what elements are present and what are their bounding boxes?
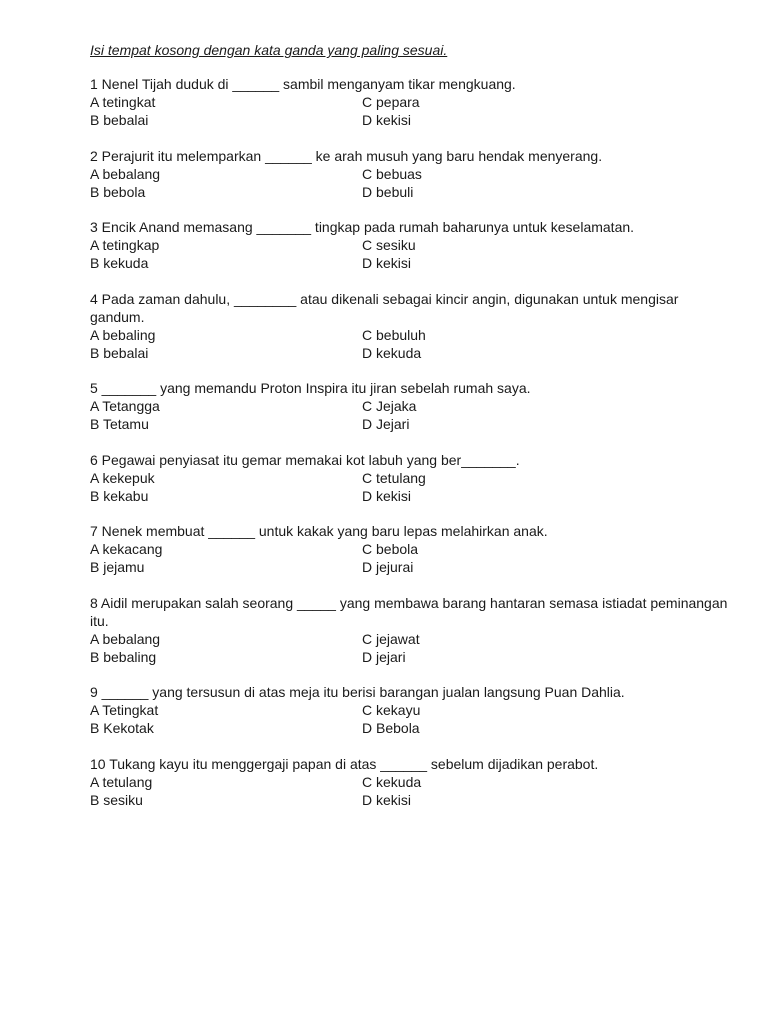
question-text: 9 ______ yang tersusun di atas meja itu berisi barangan jualan langsung Puan Dahlia. — [90, 684, 625, 700]
option-c: C bebuas — [362, 165, 422, 182]
option-b: B bebola — [90, 183, 146, 200]
option-d: D kekisi — [362, 112, 412, 128]
option-b: B bebalai — [90, 344, 149, 361]
option-d: D kekuda — [362, 344, 422, 361]
answer-options — [90, 165, 730, 201]
question-text: 10 Tukang kayu itu menggergaji papan di atas ______ sebelum dijadikan perabot. — [90, 755, 599, 772]
question-text: 4 Pada zaman dahulu, ________ atau dikenali sebagai kincir angin, digunakan untuk mengisar gandum. — [90, 290, 683, 325]
option-b: B jejamu — [90, 559, 145, 575]
option-b: B Kekotak — [90, 720, 154, 736]
answer-options — [90, 540, 730, 576]
option-a: A Tetangga — [90, 398, 160, 414]
option-b: B kekuda — [90, 255, 149, 271]
question-text: 1 Nenel Tijah duduk di ______ sambil menganyam tikar mengkuang. — [90, 76, 516, 92]
question-4 — [90, 290, 730, 362]
option-c: C pepara — [362, 94, 420, 110]
question-text: 6 Pegawai penyiasat itu gemar memakai kot labuh yang ber_______. — [90, 451, 520, 468]
option-c: C kekayu — [362, 702, 421, 718]
question-7 — [90, 522, 730, 576]
option-c: C bebola — [362, 541, 419, 557]
option-c: C jejawat — [362, 630, 420, 647]
answer-options — [90, 326, 730, 362]
option-d: D jejurai — [362, 559, 414, 575]
option-b: B bebaling — [90, 648, 157, 665]
option-c: C Jejaka — [362, 398, 417, 414]
question-5 — [90, 379, 730, 433]
answer-options — [90, 93, 730, 129]
option-b: B sesiku — [90, 791, 143, 808]
option-a: A tetingkap — [90, 237, 160, 253]
question-10 — [90, 755, 730, 809]
option-d: D Bebola — [362, 720, 420, 736]
question-text: 8 Aidil merupakan salah seorang _____ yang membawa barang hantaran semasa istiadat peminangan itu. — [90, 594, 732, 629]
option-d: D kekisi — [362, 791, 412, 808]
question-3 — [90, 218, 730, 272]
option-a: A kekepuk — [90, 469, 155, 486]
worksheet-page — [90, 41, 730, 826]
option-d: D Jejari — [362, 416, 410, 432]
instruction-text: Isi tempat kosong dengan kata ganda yang paling sesuai. — [90, 42, 448, 58]
question-text: 2 Perajurit itu melemparkan ______ ke arah musuh yang baru hendak menyerang. — [90, 147, 603, 164]
option-c: C sesiku — [362, 237, 416, 253]
option-b: B kekabu — [90, 487, 149, 504]
answer-options — [90, 397, 730, 433]
question-6 — [90, 451, 730, 505]
option-a: A tetingkat — [90, 94, 156, 110]
option-a: A bebalang — [90, 630, 161, 647]
question-9 — [90, 683, 730, 737]
answer-options — [90, 630, 730, 666]
option-c: C bebuluh — [362, 326, 426, 343]
option-d: D kekisi — [362, 487, 412, 504]
option-d: D bebuli — [362, 183, 414, 200]
question-2 — [90, 147, 730, 201]
option-a: A Tetingkat — [90, 702, 159, 718]
option-a: A tetulang — [90, 773, 153, 790]
option-c: C tetulang — [362, 469, 426, 486]
option-c: C kekuda — [362, 773, 422, 790]
answer-options — [90, 701, 730, 737]
question-8 — [90, 594, 730, 666]
option-d: D jejari — [362, 648, 406, 665]
answer-options — [90, 236, 730, 272]
answer-options — [90, 469, 730, 505]
option-a: A bebalang — [90, 165, 161, 182]
question-text: 5 _______ yang memandu Proton Inspira itu jiran sebelah rumah saya. — [90, 380, 531, 396]
option-b: B Tetamu — [90, 416, 149, 432]
answer-options — [90, 773, 730, 809]
option-a: A bebaling — [90, 326, 156, 343]
option-a: A kekacang — [90, 541, 163, 557]
question-text: 7 Nenek membuat ______ untuk kakak yang baru lepas melahirkan anak. — [90, 523, 548, 539]
question-1 — [90, 75, 730, 129]
option-d: D kekisi — [362, 255, 412, 271]
question-text: 3 Encik Anand memasang _______ tingkap pada rumah baharunya untuk keselamatan. — [90, 219, 635, 235]
option-b: B bebalai — [90, 112, 149, 128]
